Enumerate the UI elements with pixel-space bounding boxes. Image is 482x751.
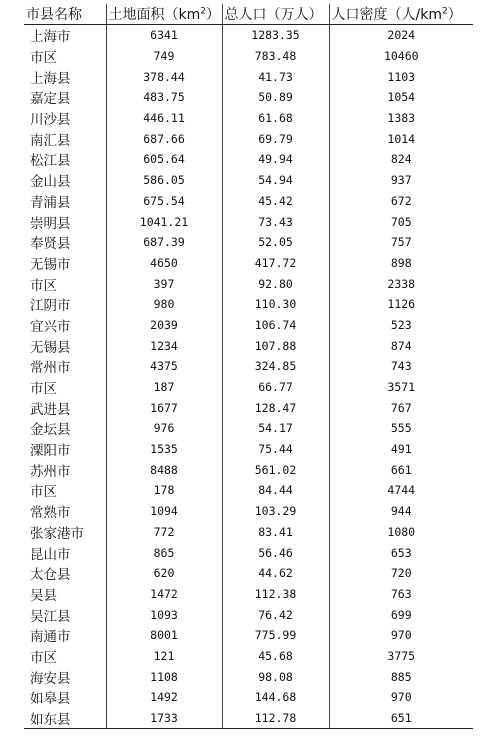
cell-population-density: 937 — [329, 170, 473, 191]
cell-land-area: 1677 — [106, 397, 222, 418]
table-row — [24, 25, 473, 46]
cell-total-population: 41.73 — [222, 66, 329, 87]
table-row — [24, 46, 473, 67]
cell-land-area: 1094 — [106, 501, 222, 522]
cell-total-population: 76.42 — [222, 604, 329, 625]
cell-name: 无锡县 — [30, 339, 71, 356]
cell-name: 嘉定县 — [30, 91, 71, 108]
cell-total-population: 84.44 — [222, 480, 329, 501]
cell-name: 溧阳市 — [30, 443, 71, 460]
table-row — [24, 501, 473, 522]
cell-population-density: 651 — [329, 708, 473, 729]
cell-total-population: 52.05 — [222, 232, 329, 253]
cell-population-density: 874 — [329, 335, 473, 356]
table-row — [24, 191, 473, 212]
cell-population-density: 720 — [329, 563, 473, 584]
cell-land-area: 446.11 — [106, 108, 222, 129]
table-row — [24, 66, 473, 87]
cell-total-population: 73.43 — [222, 211, 329, 232]
cell-population-density: 767 — [329, 397, 473, 418]
cell-land-area: 586.05 — [106, 170, 222, 191]
cell-name: 市区 — [30, 381, 57, 398]
cell-land-area: 675.54 — [106, 191, 222, 212]
cell-land-area: 772 — [106, 522, 222, 543]
cell-total-population: 775.99 — [222, 625, 329, 646]
cell-population-density: 523 — [329, 315, 473, 336]
cell-name: 太仓县 — [30, 567, 71, 584]
cell-land-area: 865 — [106, 542, 222, 563]
cell-name: 上海县 — [30, 70, 71, 87]
cell-total-population: 44.62 — [222, 563, 329, 584]
cell-land-area: 1492 — [106, 687, 222, 708]
cell-total-population: 103.29 — [222, 501, 329, 522]
cell-name: 江阴市 — [30, 298, 71, 315]
cell-total-population: 56.46 — [222, 542, 329, 563]
cell-land-area: 178 — [106, 480, 222, 501]
table-row — [24, 149, 473, 170]
cell-land-area: 1234 — [106, 335, 222, 356]
cell-population-density: 1383 — [329, 108, 473, 129]
cell-population-density: 2338 — [329, 273, 473, 294]
cell-land-area: 8001 — [106, 625, 222, 646]
cell-name: 金坛县 — [30, 422, 71, 439]
table-body — [24, 25, 473, 729]
header-label: 总人口（万人） — [224, 7, 323, 23]
cell-total-population: 61.68 — [222, 108, 329, 129]
cell-population-density: 743 — [329, 356, 473, 377]
header-label: 市县名称 — [26, 7, 82, 23]
header-label: 土地面积（km — [108, 7, 201, 23]
cell-land-area: 2039 — [106, 315, 222, 336]
table-row — [24, 87, 473, 108]
cell-total-population: 783.48 — [222, 46, 329, 67]
cell-population-density: 705 — [329, 211, 473, 232]
table-row — [24, 294, 473, 315]
cell-population-density: 1103 — [329, 66, 473, 87]
cell-population-density: 970 — [329, 625, 473, 646]
cell-total-population: 107.88 — [222, 335, 329, 356]
table-row — [24, 108, 473, 129]
cell-land-area: 687.39 — [106, 232, 222, 253]
cell-total-population: 49.94 — [222, 149, 329, 170]
cell-name: 常熟市 — [30, 505, 71, 522]
table-row — [24, 625, 473, 646]
cell-name: 张家港市 — [30, 525, 84, 542]
cell-land-area: 1041.21 — [106, 211, 222, 232]
cell-population-density: 763 — [329, 584, 473, 605]
table-row — [24, 708, 473, 729]
cell-name: 崇明县 — [30, 215, 71, 232]
table-row — [24, 563, 473, 584]
cell-total-population: 54.17 — [222, 418, 329, 439]
cell-name: 市区 — [30, 277, 57, 294]
cell-population-density: 10460 — [329, 46, 473, 67]
table-row — [24, 377, 473, 398]
cell-name: 无锡市 — [30, 256, 71, 273]
header-city-county-name — [24, 4, 106, 25]
cell-total-population: 45.68 — [222, 646, 329, 667]
cell-total-population: 324.85 — [222, 356, 329, 377]
table-row — [24, 170, 473, 191]
cell-name: 海安县 — [30, 670, 71, 687]
header-superscript: 2 — [441, 6, 448, 17]
cell-land-area: 187 — [106, 377, 222, 398]
cell-total-population: 45.42 — [222, 191, 329, 212]
cell-land-area: 397 — [106, 273, 222, 294]
cell-name: 松江县 — [30, 153, 71, 170]
cell-population-density: 944 — [329, 501, 473, 522]
cell-total-population: 66.77 — [222, 377, 329, 398]
header-label-tail: ） — [447, 7, 462, 23]
cell-total-population: 106.74 — [222, 315, 329, 336]
cell-total-population: 75.44 — [222, 439, 329, 460]
cell-total-population: 561.02 — [222, 459, 329, 480]
cell-land-area: 980 — [106, 294, 222, 315]
header-superscript: 2 — [200, 6, 206, 17]
population-density-table — [24, 4, 473, 729]
cell-land-area: 4375 — [106, 356, 222, 377]
table-header-row — [24, 4, 473, 25]
table-header — [24, 4, 473, 25]
cell-name: 常州市 — [30, 360, 71, 377]
cell-total-population: 144.68 — [222, 687, 329, 708]
cell-total-population: 83.41 — [222, 522, 329, 543]
cell-population-density: 3775 — [329, 646, 473, 667]
cell-population-density: 661 — [329, 459, 473, 480]
table-row — [24, 356, 473, 377]
cell-population-density: 824 — [329, 149, 473, 170]
cell-total-population: 69.79 — [222, 128, 329, 149]
table-row — [24, 315, 473, 336]
cell-name: 市区 — [30, 50, 57, 67]
cell-population-density: 757 — [329, 232, 473, 253]
cell-total-population: 417.72 — [222, 253, 329, 274]
table-row — [24, 273, 473, 294]
cell-name: 上海市 — [30, 29, 71, 46]
cell-land-area: 976 — [106, 418, 222, 439]
header-population-density — [329, 4, 473, 25]
cell-population-density: 898 — [329, 253, 473, 274]
cell-land-area: 1472 — [106, 584, 222, 605]
cell-population-density: 491 — [329, 439, 473, 460]
header-total-population — [222, 4, 329, 25]
cell-land-area: 1093 — [106, 604, 222, 625]
cell-population-density: 1080 — [329, 522, 473, 543]
cell-population-density: 3571 — [329, 377, 473, 398]
cell-total-population: 112.78 — [222, 708, 329, 729]
header-land-area — [106, 4, 222, 25]
cell-population-density: 1014 — [329, 128, 473, 149]
cell-population-density: 885 — [329, 666, 473, 687]
cell-land-area: 4650 — [106, 253, 222, 274]
cell-total-population: 112.38 — [222, 584, 329, 605]
cell-name: 苏州市 — [30, 463, 71, 480]
cell-name: 川沙县 — [30, 112, 71, 129]
cell-land-area: 620 — [106, 563, 222, 584]
cell-land-area: 1733 — [106, 708, 222, 729]
table-row — [24, 232, 473, 253]
cell-land-area: 1535 — [106, 439, 222, 460]
table-row — [24, 211, 473, 232]
cell-population-density: 1054 — [329, 87, 473, 108]
cell-population-density: 2024 — [329, 25, 473, 46]
table-row — [24, 687, 473, 708]
cell-land-area: 8488 — [106, 459, 222, 480]
cell-name: 武进县 — [30, 401, 71, 418]
table-row — [24, 604, 473, 625]
table-row — [24, 439, 473, 460]
cell-total-population: 54.94 — [222, 170, 329, 191]
table-row — [24, 522, 473, 543]
cell-name: 青浦县 — [30, 194, 71, 211]
cell-name: 金山县 — [30, 174, 71, 191]
cell-land-area: 605.64 — [106, 149, 222, 170]
cell-population-density: 970 — [329, 687, 473, 708]
cell-land-area: 121 — [106, 646, 222, 667]
cell-name: 吴县 — [30, 587, 57, 604]
cell-land-area: 6341 — [106, 25, 222, 46]
cell-total-population: 98.08 — [222, 666, 329, 687]
cell-population-density: 653 — [329, 542, 473, 563]
cell-land-area: 483.75 — [106, 87, 222, 108]
cell-name: 如皋县 — [30, 691, 71, 708]
cell-name: 南通市 — [30, 629, 71, 646]
cell-total-population: 110.30 — [222, 294, 329, 315]
table-row — [24, 253, 473, 274]
cell-name: 南汇县 — [30, 132, 71, 149]
cell-name: 昆山市 — [30, 546, 71, 563]
cell-land-area: 749 — [106, 46, 222, 67]
cell-population-density: 555 — [329, 418, 473, 439]
table-row — [24, 666, 473, 687]
population-table-container — [24, 4, 473, 729]
cell-total-population: 1283.35 — [222, 25, 329, 46]
cell-land-area: 378.44 — [106, 66, 222, 87]
table-row — [24, 459, 473, 480]
cell-total-population: 92.80 — [222, 273, 329, 294]
cell-total-population: 50.89 — [222, 87, 329, 108]
cell-name: 宜兴市 — [30, 318, 71, 335]
cell-name: 吴江县 — [30, 608, 71, 625]
table-row — [24, 542, 473, 563]
cell-population-density: 4744 — [329, 480, 473, 501]
cell-population-density: 672 — [329, 191, 473, 212]
cell-land-area: 1108 — [106, 666, 222, 687]
table-row — [24, 128, 473, 149]
cell-name: 市区 — [30, 649, 57, 666]
table-row — [24, 480, 473, 501]
cell-total-population: 128.47 — [222, 397, 329, 418]
cell-land-area: 687.66 — [106, 128, 222, 149]
table-row — [24, 418, 473, 439]
header-label-tail: ） — [205, 7, 220, 23]
cell-name: 如东县 — [24, 708, 106, 729]
table-row — [24, 584, 473, 605]
table-row — [24, 397, 473, 418]
cell-population-density: 1126 — [329, 294, 473, 315]
cell-population-density: 699 — [329, 604, 473, 625]
header-label: 人口密度（人/km — [331, 7, 442, 23]
cell-name: 奉贤县 — [30, 236, 71, 253]
table-row — [24, 646, 473, 667]
table-row — [24, 335, 473, 356]
cell-name: 市区 — [30, 484, 57, 501]
